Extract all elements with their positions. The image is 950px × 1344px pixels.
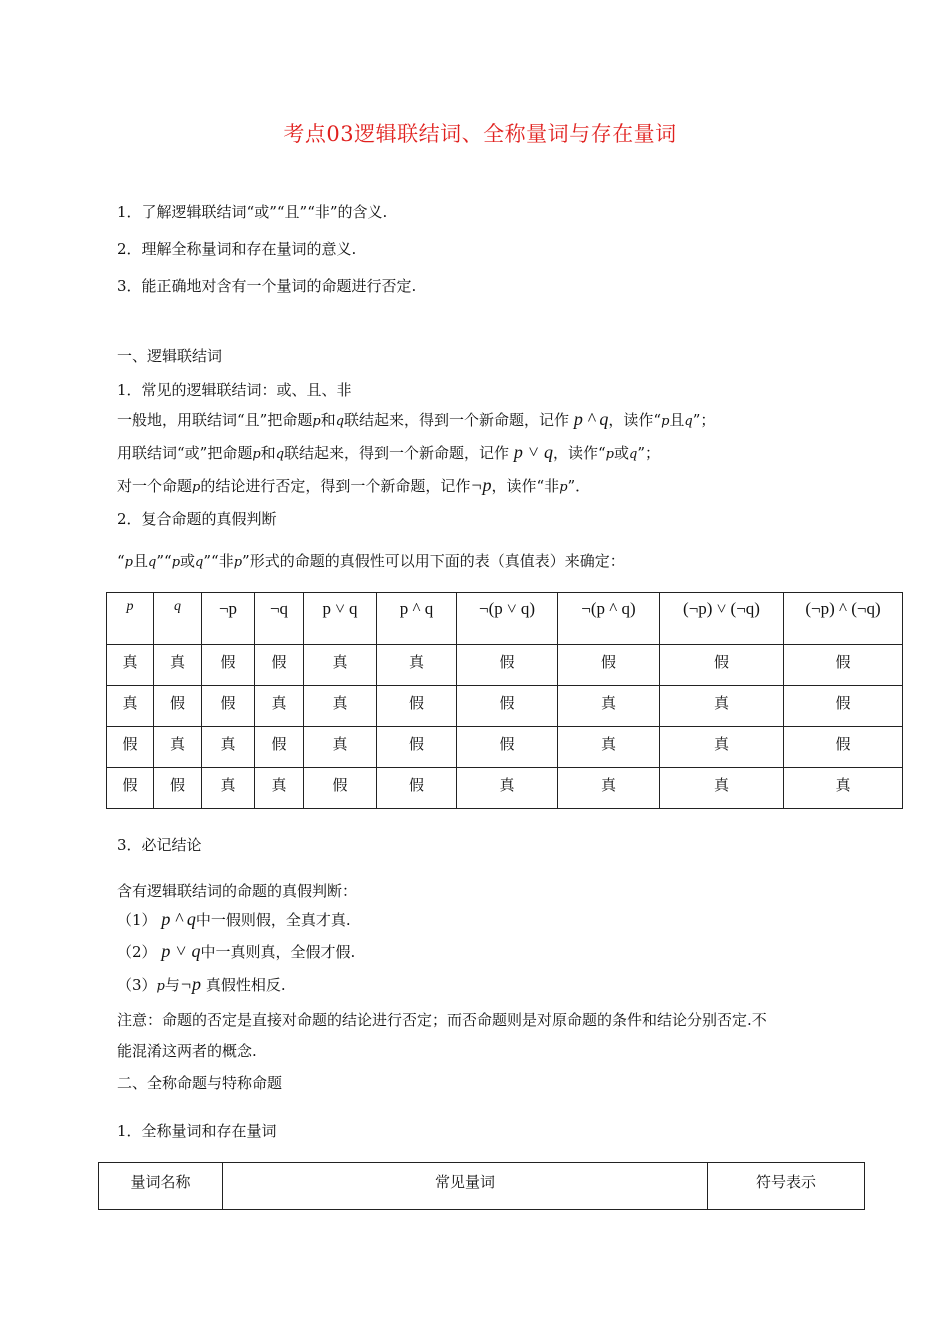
truth-table-intro: “p且q”“p或q”“非p”形式的命题的真假性可以用下面的表（真值表）来确定： (117, 552, 625, 570)
table-cell: 假 (154, 686, 202, 727)
table-cell: 真 (558, 686, 660, 727)
table-cell: 假 (377, 768, 457, 809)
or-definition: 用联结词“或”把命题p和q联结起来，得到一个新命题，记作 p ˅ q，读作“p或q”； (117, 442, 660, 462)
table-cell: 假 (377, 686, 457, 727)
table-row (107, 727, 903, 768)
table-row (107, 645, 903, 686)
table-cell: 假 (202, 645, 255, 686)
header-cell: q (154, 593, 202, 645)
objective-1: 1．了解逻辑联结词“或”“且”“非”的含义. (117, 203, 388, 221)
and-definition: 一般地，用联结词“且”把命题p和q联结起来，得到一个新命题，记作 p ^ q，读作“p且q”； (117, 409, 716, 429)
objective-2: 2．理解全称量词和存在量词的意义. (117, 240, 357, 258)
table-row (107, 686, 903, 727)
table-cell: 假 (457, 645, 558, 686)
conclusion-1: （1） p ^ q中一假则假，全真才真. (117, 909, 351, 929)
header-cell: p (107, 593, 154, 645)
conclusion-3: （3）p与¬p 真假性相反. (117, 974, 286, 994)
table-cell: 真 (660, 727, 784, 768)
table-cell: 真 (107, 645, 154, 686)
not-expression: ¬p (470, 475, 492, 495)
not-definition: 对一个命题p的结论进行否定，得到一个新命题，记作¬p，读作“非p”． (117, 475, 591, 495)
header-cell: ¬(p ˅ q) (457, 593, 558, 645)
quantifier-table-header-row (99, 1163, 865, 1210)
page-title: 考点03逻辑联结词、全称量词与存在量词 (283, 122, 677, 146)
header-cell: (¬p) ^ (¬q) (784, 593, 903, 645)
table-cell: 真 (304, 645, 377, 686)
header-cell: 量词名称 (99, 1163, 223, 1210)
table-cell: 真 (304, 686, 377, 727)
section2-sub1: 1．全称量词和存在量词 (117, 1122, 277, 1140)
table-cell: 真 (784, 768, 903, 809)
table-cell: 假 (107, 768, 154, 809)
table-cell: 真 (660, 686, 784, 727)
table-cell: 假 (784, 686, 903, 727)
table-cell: 真 (558, 768, 660, 809)
table-cell: 真 (255, 768, 304, 809)
table-cell: 假 (377, 727, 457, 768)
table-cell: 真 (457, 768, 558, 809)
table-cell: 真 (377, 645, 457, 686)
table-row (107, 768, 903, 809)
header-cell: ¬p (202, 593, 255, 645)
header-cell: p ^ q (377, 593, 457, 645)
header-cell: (¬p) ˅ (¬q) (660, 593, 784, 645)
table-cell: 真 (202, 768, 255, 809)
table-cell: 假 (457, 727, 558, 768)
quantifier-table (98, 1162, 865, 1210)
table-cell: 假 (255, 645, 304, 686)
or-expression: p ˅ q (513, 442, 553, 462)
table-cell: 假 (784, 727, 903, 768)
table-cell: 假 (255, 727, 304, 768)
table-cell: 假 (304, 768, 377, 809)
header-cell: ¬q (255, 593, 304, 645)
section1-heading: 一、逻辑联结词 (117, 347, 223, 365)
table-cell: 真 (304, 727, 377, 768)
table-cell: 假 (154, 768, 202, 809)
section2-heading: 二、全称命题与特称命题 (117, 1074, 283, 1092)
conclusion-lead: 含有逻辑联结词的命题的真假判断： (117, 882, 358, 900)
table-cell: 真 (154, 727, 202, 768)
table-cell: 真 (558, 727, 660, 768)
header-cell: 常见量词 (223, 1163, 708, 1210)
table-cell: 假 (202, 686, 255, 727)
objective-3: 3．能正确地对含有一个量词的命题进行否定. (117, 277, 417, 295)
table-cell: 真 (255, 686, 304, 727)
table-cell: 真 (154, 645, 202, 686)
table-cell: 假 (457, 686, 558, 727)
and-expression: p ^ q (573, 409, 609, 429)
header-cell: 符号表示 (708, 1163, 865, 1210)
conclusion-2: （2） p ˅ q中一真则真，全假才假. (117, 941, 356, 961)
table-cell: 假 (784, 645, 903, 686)
section1-sub2: 2．复合命题的真假判断 (117, 510, 277, 528)
header-cell: ¬(p ^ q) (558, 593, 660, 645)
table-cell: 假 (558, 645, 660, 686)
table-cell: 真 (660, 768, 784, 809)
section1-sub1: 1．常见的逻辑联结词：或、且、非 (117, 381, 352, 399)
header-cell: p ˅ q (304, 593, 377, 645)
truth-table-header-row (107, 593, 903, 645)
truth-table (106, 592, 903, 809)
note-line-2: 能混淆这两者的概念. (117, 1042, 257, 1060)
note-line-1: 注意：命题的否定是直接对命题的结论进行否定；而否命题则是对原命题的条件和结论分别否定.不 (117, 1011, 767, 1029)
table-cell: 假 (660, 645, 784, 686)
section1-sub3: 3．必记结论 (117, 836, 202, 854)
table-cell: 假 (107, 727, 154, 768)
table-cell: 真 (107, 686, 154, 727)
table-cell: 真 (202, 727, 255, 768)
